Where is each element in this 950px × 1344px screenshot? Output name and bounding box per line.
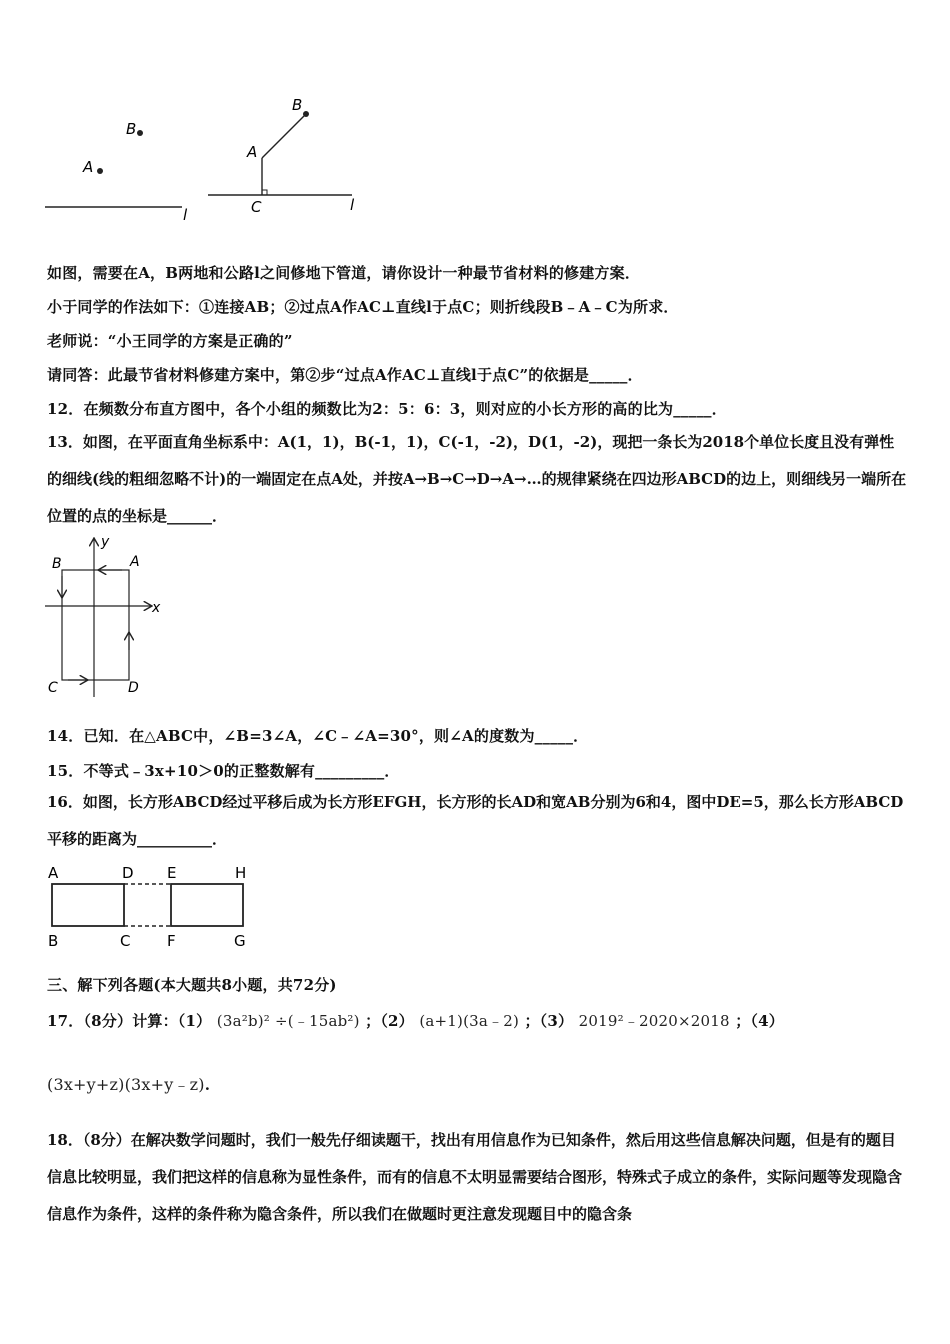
q17-sep2: ；（2）: [365, 1012, 414, 1030]
q17-expr1: (3a²b)² ÷(﹣15ab²): [216, 1012, 360, 1030]
q17-expr3: 2019²﹣2020×2018: [578, 1012, 730, 1030]
q14-text: 14．已知．在△ABC中，∠B=3∠A，∠C﹣∠A=30°，则∠A的度数为_____．: [47, 727, 589, 745]
right-angle-mark: [262, 190, 267, 195]
label-c: C: [120, 932, 131, 950]
label-f: F: [167, 932, 176, 950]
label-y: y: [101, 534, 110, 550]
q17-text: [47, 1010, 784, 1031]
label-b-left: B: [126, 120, 137, 138]
label-a: A: [48, 864, 59, 882]
label-b: B: [52, 556, 62, 572]
q11-line1: 如图，需要在A，B两地和公路l之间修地下管道，请你设计一种最节省材料的修建方案．: [47, 264, 641, 282]
q18-text: 18．（8分）在解决数学问题时，我们一般先仔细读题干，找出有用信息作为已知条件，然后用这些信息解决问题，但是有的题目信息比较明显，我们把这样的信息称为显性条件，而有的信息不太明显需要结合图形，特殊式子成立的条件，实际问题等发现隐含信息作为条件，这样的条件称为隐含条件，所以我们在做题时更注意发现题目中的隐含条: [47, 1131, 903, 1223]
label-a-left: A: [83, 158, 94, 176]
label-d: D: [122, 864, 134, 882]
label-h: H: [235, 864, 247, 882]
q12-text: 12．在频数分布直方图中，各个小组的频数比为2：5：6：3，则对应的小长方形的高的比为_____．: [47, 400, 727, 418]
q11-line4: 请同答：此最节省材料修建方案中，第②步“过点A作AC⊥直线l于点C”的依据是_____．: [47, 366, 643, 384]
q17-sep4: ；（4）: [735, 1012, 784, 1030]
q17-prefix: 17．（8分）计算：（1）: [47, 1012, 212, 1030]
q11-line2: 小于同学的作法如下：①连接AB；②过点A作AC⊥直线l于点C；则折线段B﹣A﹣C为所求．: [47, 298, 679, 316]
label-c: C: [48, 680, 58, 696]
label-l-right: l: [350, 196, 355, 214]
point-b-left: [137, 130, 143, 136]
rectangle-efgh: [171, 884, 243, 926]
label-d: D: [128, 680, 139, 696]
q17-line2: [47, 1072, 210, 1095]
q11-line3: 老师说：“小王同学的方案是正确的”: [47, 332, 293, 350]
label-l-left: l: [183, 206, 188, 224]
figure-q16: [40, 858, 260, 953]
figure-q13: [40, 532, 180, 702]
q17-sep3: ；（3）: [524, 1012, 574, 1030]
point-a-left: [97, 168, 103, 174]
rectangle-abcd: [62, 570, 129, 680]
point-b-right: [303, 111, 309, 117]
label-b: B: [48, 932, 59, 950]
q13-text: 13．如图，在平面直角坐标系中：A(1，1)，B(-1，1)，C(-1，-2)，D(1，-2)，现把一条长为2018个单位长度且没有弹性的细线(线的粗细忽略不计)的一端固定在点A处，并按A→B→C→D→A→…的规律紧绕在四边形ABCD的边上，则细线另一端所在位置的点的坐标是______．: [47, 433, 907, 525]
label-x: x: [152, 600, 161, 616]
section3-heading: 三、解下列各题(本大题共8小题，共72分): [47, 976, 337, 994]
rectangle-abcd: [52, 884, 124, 926]
q15-text: 15．不等式﹣3x+10＞0的正整数解有_________．: [47, 762, 400, 780]
label-a: A: [130, 554, 140, 570]
q17-expr4: (3x+y+z)(3x+y﹣z): [47, 1075, 205, 1094]
figure-q11: [40, 90, 370, 230]
label-a-right: A: [247, 143, 258, 161]
q17-end: .: [204, 1076, 211, 1094]
label-e: E: [167, 864, 177, 882]
label-b-right: B: [292, 96, 303, 114]
segment-ab: [262, 114, 306, 158]
q17-expr2: (a+1)(3a﹣2): [419, 1012, 520, 1030]
q16-text: 16．如图，长方形ABCD经过平移后成为长方形EFGH，长方形的长AD和宽AB分别为6和4，图中DE=5，那么长方形ABCD平移的距离为__________．: [47, 793, 904, 848]
label-c-right: C: [251, 198, 262, 216]
label-g: G: [234, 932, 246, 950]
